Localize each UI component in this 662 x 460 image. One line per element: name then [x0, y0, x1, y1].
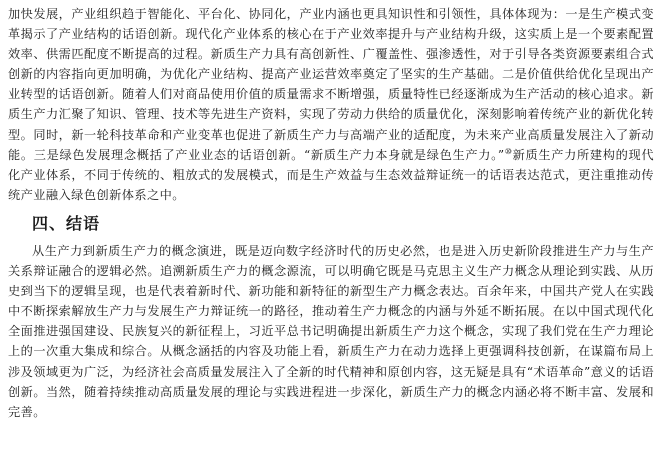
conclusion-paragraph: 从生产力到新质生产力的概念演进，既是迈向数字经济时代的历史必然，也是进入历史新阶段推进生产力与生产关系辩证融合的逻辑必然。追溯新质生产力的概念源流，可以明确它既是马克思主义生产力概念从理论到实践、从历史到当下的逻辑呈现，也是代表着新时代、新功能和新特征的新型生产力概念表达。百余年来，中国共产党人在实践中不断探索解放生产力与发展生产力辩证统一的路径，推动着生产力概念的内涵与外延不断拓展。在以中国式现代化全面推进强国建设、民族复兴的新征程上，习近平总书记明确提出新质生产力这个概念，实现了我们党在生产力理论上的一次重大集成和综合。从概念涵括的内容及功能上看，新质生产力在动力选择上更强调科技创新，在谋篇布局上涉及领域更为广泛，为经济社会高质量发展注入了全新的时代精神和原创内容，这无疑是具有“术语革命”意义的话语创新。当然，随着持续推动高质量发展的理论与实践进程进一步深化，新质生产力的概念内涵必将不断丰富、发展和完善。 — [8, 243, 654, 419]
section-heading: 四、结语 — [32, 213, 101, 233]
body-paragraph — [8, 4, 654, 205]
footnote-marker[interactable]: ⑩ — [504, 146, 513, 156]
paragraph-text-continued: 新质生产力所建构的现代化产业体系，不同于传统的、粗放式的发展模式，而是生产效益与生态效益辩证统一的话语表达范式，更注重推动传统产业融入绿色创新体系之中。 — [8, 147, 654, 202]
paragraph-text: 加快发展，产业组织趋于智能化、平台化、协同化，产业内涵也更具知识性和引领性，具体体现为：一是生产模式变革揭示了产业结构的话语创新。现代化产业体系的核心在于产业效率提升与产业结构升级，这实质上是一个要素配置效率、供需匹配度不断提高的过程。新质生产力具有高创新性、广覆盖性、强渗透性，对于引导各类资源要素组合式创新的内容指向更加明确，为优化产业结构、提高产业运营效率奠定了坚实的生产基础。二是价值供给优化呈现出产业转型的话语创新。随着人们对商品使用价值的质量需求不断增强，质量特性已经逐渐成为生产活动的核心追求。新质生产力汇聚了知识、管理、技术等先进生产资料，实现了劳动力供给的质量优化，深刻影响着传统产业的新优化转型。同时，新一轮科技革命和产业变革也促进了新质生产力与高端产业的适配度，为未来产业高质量发展注入了新动能。三是绿色发展理念概括了产业业态的话语创新。“新质生产力本身就是绿色生产力。” — [8, 7, 654, 162]
